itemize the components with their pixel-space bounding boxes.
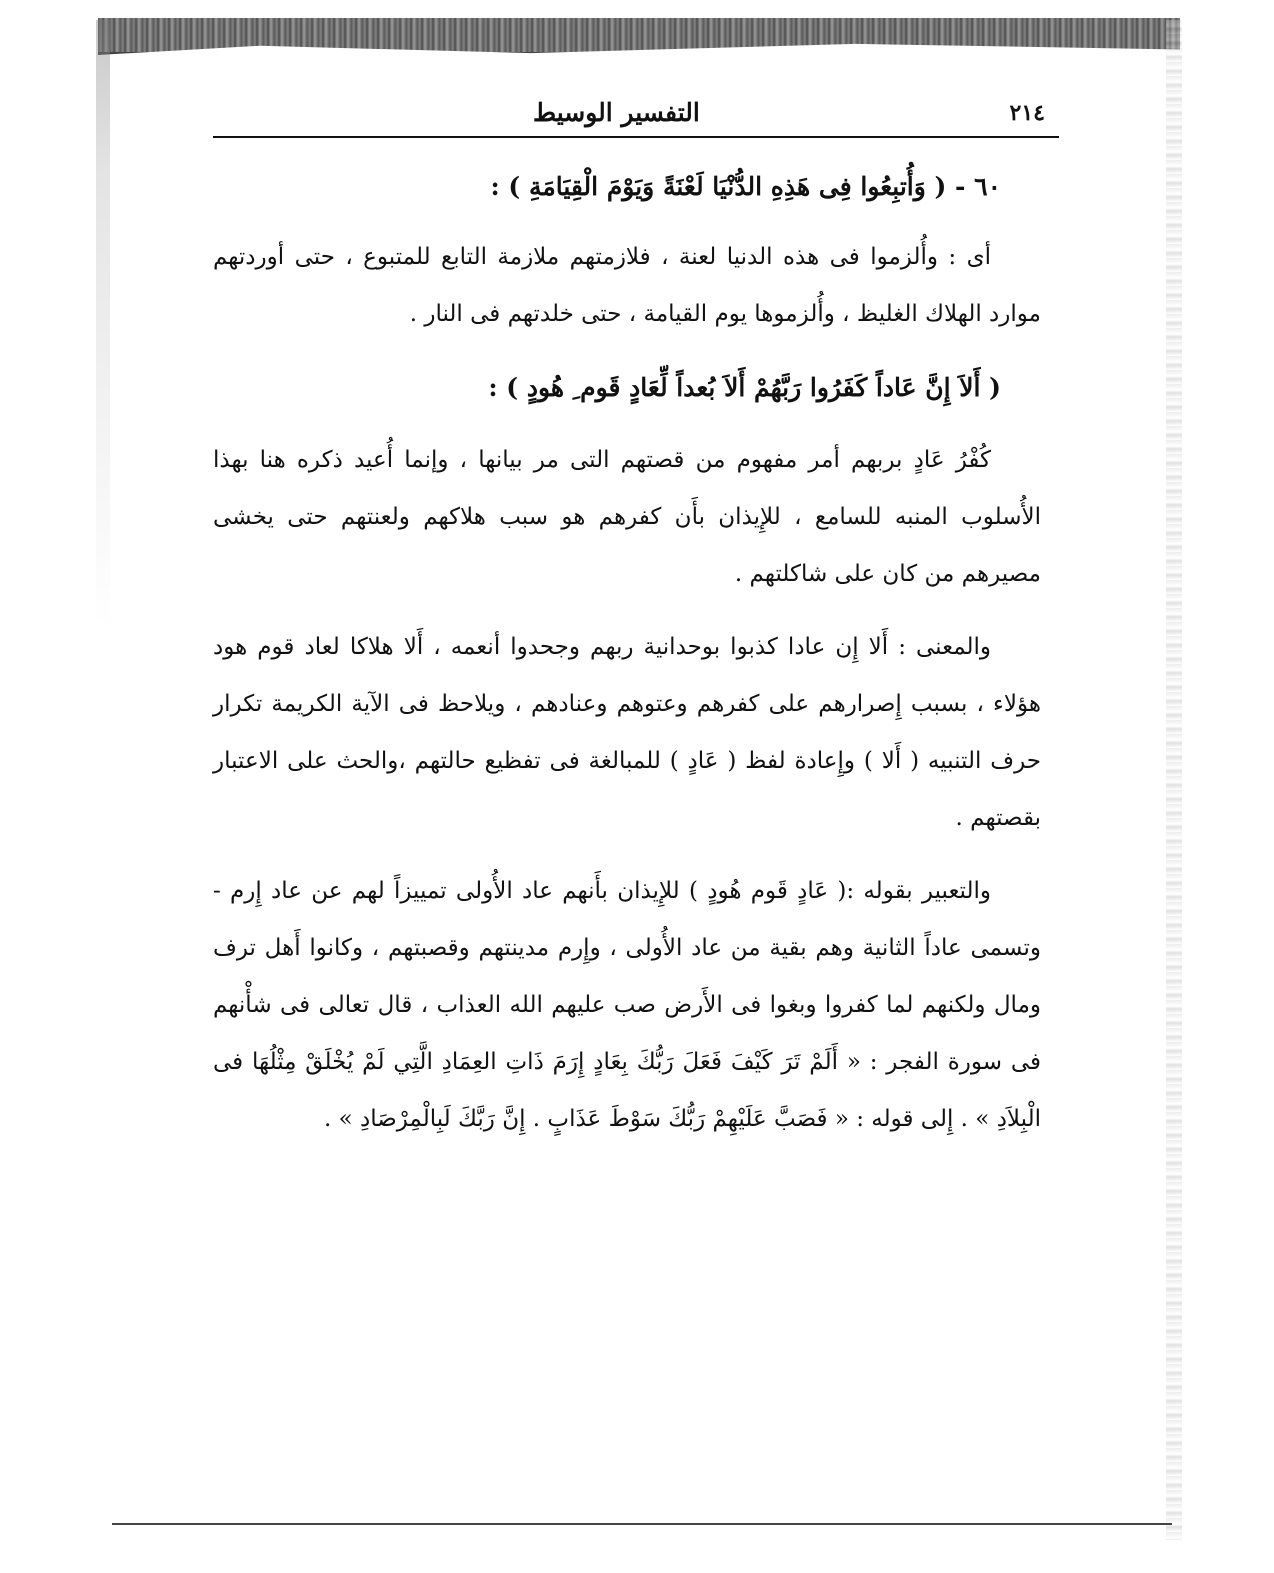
verse-heading-60: ٦٠ - ( وَأُتبِعُوا فِى هَذِهِ الدُّنْيَا لَعْنَةً وَيَوْمَ الْقِيَامَةِ ) : [490, 172, 1001, 201]
page-body [213, 158, 1041, 1148]
page-header [213, 96, 1059, 138]
paragraph-3: والمعنى : أَلا إِن عادا كذبوا بوحدانية ربهم وجحدوا أنعمه ، أَلا هلاكا لعاد قوم هود هؤلاء ، بسبب إِصرارهم على كفرهم وعتوهم وعنادهم ، ويلاحظ فى الآية الكريمة تكرار حرف التنبيه ( أَلا ) وإِعادة لفظ ( عَادٍ ) للمبالغة فى تفظيع حالتهم ،والحث على الاعتبار بقصتهم . [213, 634, 1041, 831]
scan-edge-right [1166, 20, 1182, 1540]
running-title: التفسير الوسيط [533, 98, 700, 127]
paragraph-1: أى : وأُلزموا فى هذه الدنيا لعنة ، فلازمتهم ملازمة التابع للمتبوع ، حتى أوردتهم موارد الهلاك الغليظ ، وأُلزموها يوم القيامة ، حتى خلدتهم فى النار . [213, 244, 1041, 327]
verse-heading-2: ( أَلاَ إِنَّ عَاداً كَفَرُوا رَبَّهُمْ أَلاَ بُعداً لِّعَادٍ قَوم ِ هُودٍ ) : [488, 373, 1001, 402]
scan-edge-left [96, 20, 110, 1540]
page-number: ٢١٤ [1009, 100, 1045, 126]
paragraph-2: كُفْرُ عَادٍ بربهم أمر مفهوم من قصتهم التى مر بيانها ، وإنما أُعيد ذكره هنا بهذا الأُسلوب المنبه للسامع ، للإِيذان بأَن كفرهم هو سبب هلاكهم ولعنتهم حتى يخشى مصيرهم من كان على شاكلتهم . [213, 447, 1041, 587]
scan-edge-top [98, 18, 1180, 55]
paragraph-4: والتعبير بقوله :( عَادٍ قَوم هُودٍ ) للإِيذان بأَنهم عاد الأُولى تمييزاً لهم عن عاد إِرم - وتسمى عاداً الثانية وهم بقية من عاد الأُولى ، وإِرم مدينتهم وقصبتهم ، وكانوا أَهل ترف ومال ولكنهم لما كفروا وبغوا فى الأَرض صب عليهم الله العذاب ، قال تعالى فى شأْنهم فى سورة الفجر : « أَلَمْ تَرَ كَيْفَ فَعَلَ رَبُّكَ بِعَادٍ إِرَمَ ذَاتِ العِمَادِ الَّتِي لَمْ يُخْلَقْ مِثْلُهَا فى الْبِلاَدِ » . إِلى قوله : « فَصَبَّ عَلَيْهِمْ رَبُّكَ سَوْطَ عَذَابٍ . إِنَّ رَبَّكَ لَبِالْمِرْصَادِ » . [213, 878, 1041, 1132]
scan-edge-bottom [112, 1523, 1172, 1525]
